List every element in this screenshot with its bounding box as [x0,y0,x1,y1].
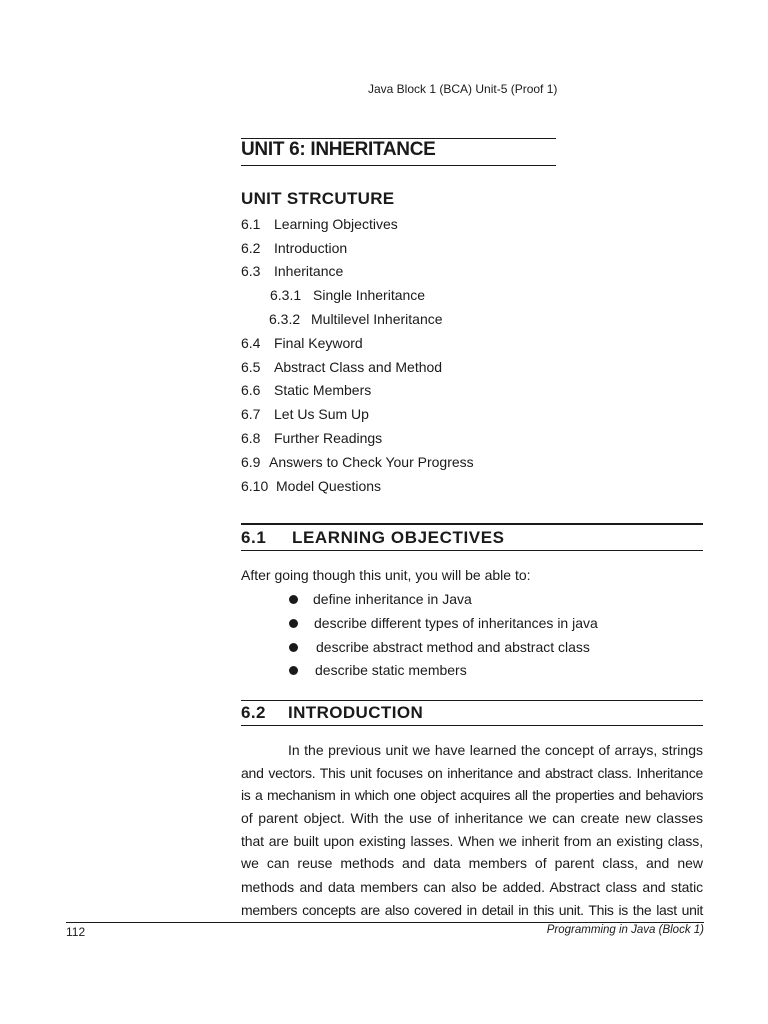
toc-number: 6.8 [241,430,261,446]
toc-number: 6.3.2 [269,311,301,327]
section-rule-top [241,700,703,701]
toc-label: Final Keyword [274,335,363,351]
toc-number: 6.4 [241,335,261,351]
footer-rule [66,922,704,923]
toc-label: Inheritance [274,263,344,279]
paragraph-line: methods and data members can also be added. Abstract class and static [241,879,703,895]
objective-item: describe static members [315,662,467,678]
toc-item [241,335,363,351]
unit-structure-heading: UNIT STRCUTURE [241,189,395,208]
section-heading-introduction [241,703,423,723]
paragraph-line: In the previous unit we have learned the concept of arrays, strings [288,742,703,758]
bullet-icon [289,619,298,628]
paragraph-line: that are built upon existing lasses. When we inherit from an existing class, [241,833,703,849]
toc-label: Model Questions [276,478,382,494]
toc-label: Abstract Class and Method [274,359,443,375]
toc-item [241,430,382,446]
paragraph-line: members concepts are also covered in detail in this unit. This is the last unit [241,902,703,918]
page-number: 112 [66,925,86,939]
footer-book-title: Programming in Java (Block 1) [546,924,704,936]
title-rule-bottom [241,165,556,166]
toc-item [241,359,442,375]
toc-number: 6.3 [241,263,261,279]
toc-item [241,454,474,470]
section-number: 6.1 [241,528,267,547]
toc-subitem [270,287,425,303]
toc-number: 6.1 [241,216,261,232]
toc-number: 6.5 [241,359,261,375]
toc-number: 6.10 [241,478,269,494]
toc-item [241,263,343,279]
objective-item: define inheritance in Java [313,591,472,607]
paragraph-line: is a mechanism in which one object acquires all the properties and behaviors [241,787,703,803]
toc-subitem [269,311,443,327]
paragraph-line: we can reuse methods and data members of parent class, and new [241,855,703,871]
toc-label: Single Inheritance [313,287,426,303]
toc-item [241,382,371,398]
toc-label: Answers to Check Your Progress [269,454,474,470]
toc-label: Further Readings [274,430,383,446]
toc-number: 6.3.1 [270,287,302,303]
toc-number: 6.9 [241,454,261,470]
toc-item [241,406,369,422]
section-title: LEARNING OBJECTIVES [292,528,505,547]
paragraph-line: of parent object. With the use of inheritance we can create new classes [241,810,703,826]
section-heading-learning-objectives [241,528,505,548]
unit-title: UNIT 6: INHERITANCE [241,139,436,160]
section-rule-bottom [241,725,703,726]
toc-label: Static Members [274,382,372,398]
bullet-icon [289,643,298,652]
toc-number: 6.7 [241,406,261,422]
objective-item: describe abstract method and abstract class [316,639,590,655]
paragraph-line: and vectors. This unit focuses on inheritance and abstract class. Inheritance [241,765,703,781]
toc-number: 6.6 [241,382,261,398]
objectives-intro: After going though this unit, you will be able to: [241,567,531,583]
section-rule-top [241,523,703,525]
toc-label: Introduction [274,240,348,256]
running-head: Java Block 1 (BCA) Unit-5 (Proof 1) [368,82,558,96]
objective-item: describe different types of inheritances in java [314,615,598,631]
toc-label: Let Us Sum Up [274,406,369,422]
toc-item [241,216,398,232]
section-number: 6.2 [241,703,266,722]
bullet-icon [289,666,298,675]
toc-item [241,240,347,256]
toc-number: 6.2 [241,240,261,256]
toc-item [241,478,381,494]
toc-label: Learning Objectives [274,216,398,232]
section-title: INTRODUCTION [288,703,424,722]
toc-label: Multilevel Inheritance [311,311,443,327]
section-rule-bottom [241,550,703,551]
bullet-icon [289,595,298,604]
